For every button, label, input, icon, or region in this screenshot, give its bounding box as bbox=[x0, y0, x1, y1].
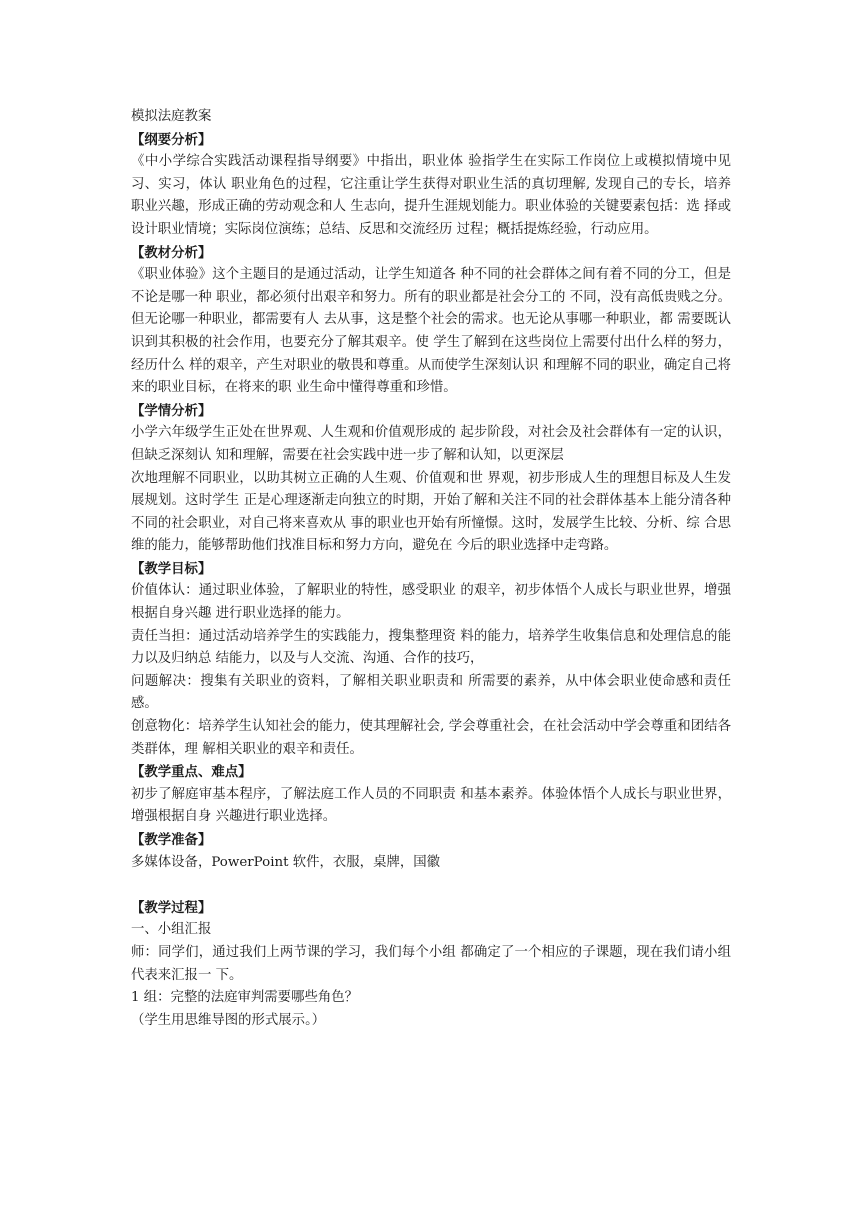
section-heading-key-points: 【教学重点、难点】 bbox=[131, 764, 252, 781]
paragraph-textbook-analysis: 《职业体验》这个主题目的是通过活动，让学生知道各 种不同的社会群体之间有着不同的分工，但是不论是哪一种 职业，都必须付出艰辛和努力。所有的职业都是社会分工的 不同，没有高低贵贱之分。但无论哪一种职业，都需要有人 去从事，这是整个社会的需求。也无论从事哪一种职业，都 需要既认识到其积极的社会作用，也要充分了解其艰辛。使 学生了解到在这些岗位上需要付出什么样的努力，经历什么 样的艰辛，产生对职业的敬畏和尊重。从而使学生深刻认识 和理解不同的职业，确定自己将来的职业目标，在将来的职 业生命中懂得尊重和珍惜。 bbox=[131, 267, 731, 396]
paragraph-goal-creativity: 创意物化：培养学生认知社会的能力，使其理解社会, 学会尊重社会，在社会活动中学会尊重和团结各类群体，理 解相关职业的艰辛和责任。 bbox=[131, 719, 731, 757]
paragraph-key-points: 初步了解庭审基本程序，了解法庭工作人员的不同职责 和基本素养。体验体悟个人成长与职业世界，增强根据自身 兴趣进行职业选择。 bbox=[131, 786, 731, 825]
paragraph-goal-problem-solving: 问题解决：搜集有关职业的资料，了解相关职业职责和 所需要的素养，从中体会职业使命感和责任感。 bbox=[131, 673, 731, 712]
document-title: 模拟法庭教案 bbox=[131, 109, 212, 124]
section-heading-teaching-process: 【教学过程】 bbox=[131, 899, 212, 916]
paragraph-process-group-1: 1 组：完整的法庭审判需要哪些角色？ bbox=[131, 990, 359, 1006]
paragraph-outline-analysis: 《中小学综合实践活动课程指导纲要》中指出，职业体 验指学生在实际工作岗位上或模拟情境中见习、实习，体认 职业角色的过程，它注重让学生获得对职业生活的真切理解, 发现自己的专长，培养职业兴趣，形成正确的劳动观念和人 生志向，提升生涯规划能力。职业体验的关键要素包括：选 择或设计职业情境；实际岗位演练；总结、反思和交流经历 过程；概括提炼经验，行动应用。 bbox=[131, 154, 731, 237]
section-heading-teaching-goals: 【教学目标】 bbox=[131, 560, 212, 577]
paragraph-student-analysis-1: 小学六年级学生正处在世界观、人生观和价值观形成的 起步阶段，对社会及社会群体有一定的认识，但缺乏深刻认 知和理解，需要在社会实践中进一步了解和认知，以更深层 bbox=[131, 425, 731, 463]
section-heading-textbook-analysis: 【教材分析】 bbox=[131, 244, 212, 261]
blank-line bbox=[131, 874, 731, 897]
section-heading-preparation: 【教学准备】 bbox=[131, 832, 212, 848]
paragraph-process-teacher: 师：同学们，通过我们上两节课的学习，我们每个小组 都确定了一个相应的子课题，现在我们请小组代表来汇报一 下。 bbox=[131, 944, 731, 983]
section-heading-outline-analysis: 【纲要分析】 bbox=[131, 131, 212, 148]
paragraph-process-note: （学生用思维导图的形式展示。） bbox=[131, 1012, 326, 1028]
section-heading-student-analysis: 【学情分析】 bbox=[131, 402, 212, 419]
paragraph-goal-responsibility: 责任当担：通过活动培养学生的实践能力，搜集整理资 料的能力，培养学生收集信息和处理信息的能力以及归纳总 结能力，以及与人交流、沟通、合作的技巧， bbox=[131, 628, 731, 667]
paragraph-preparation: 多媒体设备，PowerPoint 软件，衣服，桌牌，国徽 bbox=[131, 854, 441, 870]
paragraph-student-analysis-2: 次地理解不同职业，以助其树立正确的人生观、价值观和世 界观，初步形成人生的理想目标及人生发展规划。这时学生 正是心理逐渐走向独立的时期，开始了解和关注不同的社会群体基本上能分清各种不同的社会职业，对自己将来喜欢从 事的职业也开始有所憧憬。这时，发展学生比较、分析、综 合思维的能力，能够帮助他们找准目标和努力方向，避免在 今后的职业选择中走弯路。 bbox=[131, 470, 731, 554]
paragraph-process-step-1: 一、小组汇报 bbox=[131, 922, 212, 938]
paragraph-goal-value: 价值体认：通过职业体验，了解职业的特性，感受职业 的艰辛，初步体悟个人成长与职业世界，增强根据自身兴趣 进行职业选择的能力。 bbox=[131, 583, 731, 622]
document-page bbox=[131, 106, 731, 1032]
